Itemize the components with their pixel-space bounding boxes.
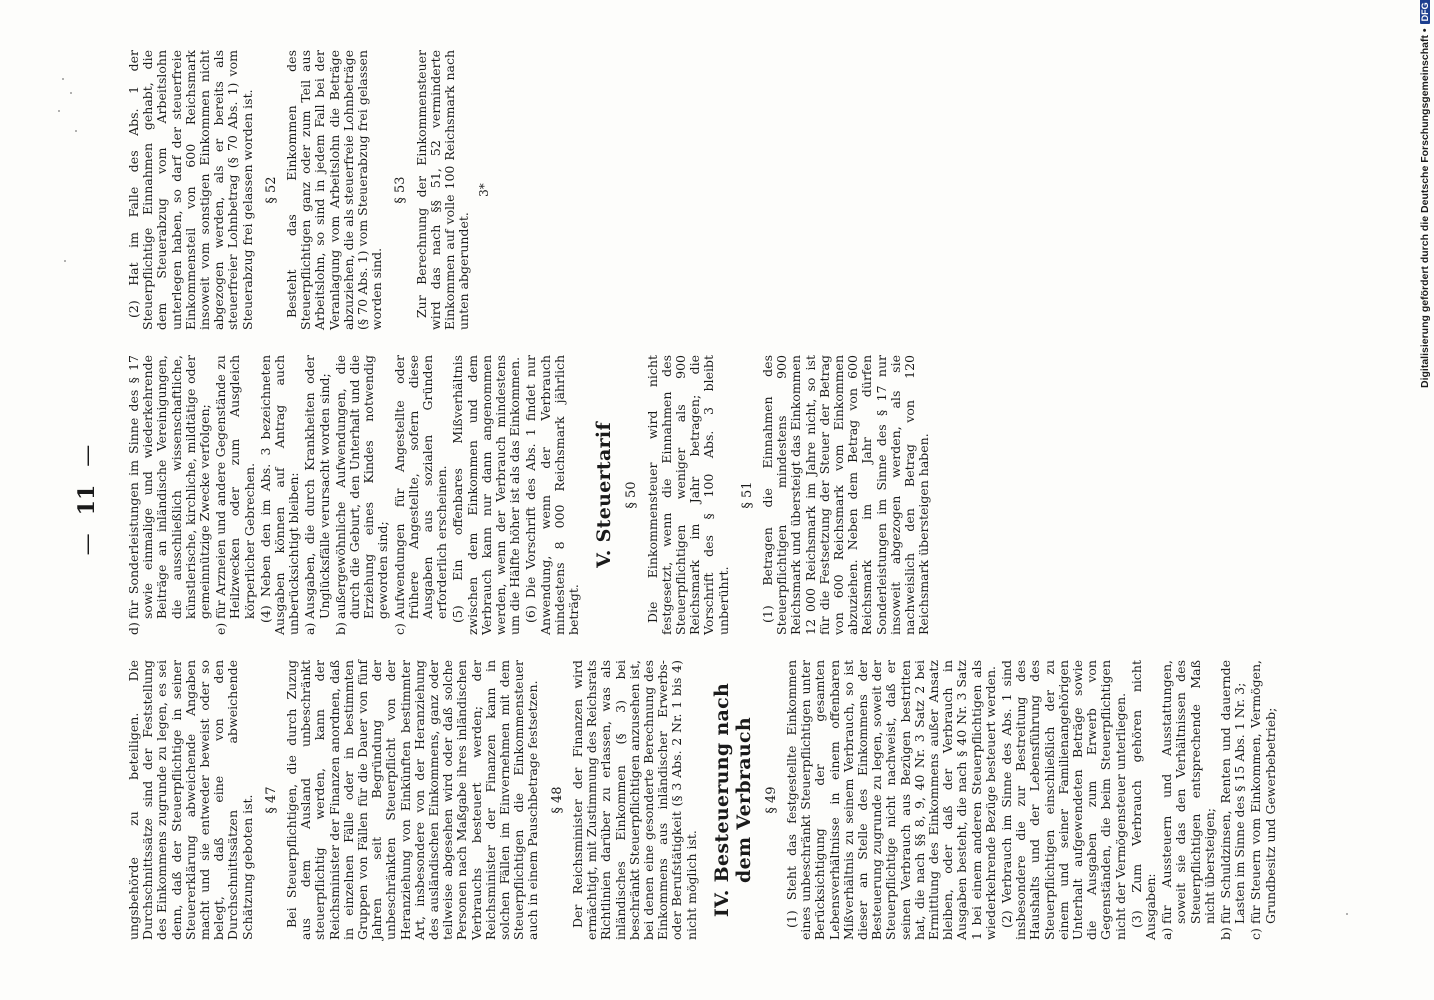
list-marker: b)	[332, 622, 348, 635]
page-header	[67, 40, 107, 960]
list-item	[1219, 660, 1247, 940]
column-right	[127, 50, 492, 330]
paragraph: (4) Neben den im Abs. 3 bezeichneten Ausgaben können auf Antrag auch unberücksichtigt bleiben:	[257, 355, 302, 635]
paragraph: (5) Ein offenbares Mißverhältnis zwischen dem Einkommen und dem Verbrauch kann nur dann angenommen werden, wenn der Verbrauch mindestens um die Hälfte höher ist als das Einkommen.	[450, 355, 523, 635]
paragraph: Besteht das Einkommen des Steuerpflichtigen ganz oder zum Teil aus Arbeitslohn, so sind in jedem Fall bei der Veranlagung vom Arbeitslohn die Beträge abzuziehen, die als steuerfreie Lohnbeträge (§ 70 Abs. 1) vom Steuerabzug frei gelassen worden sind.	[284, 50, 385, 330]
list-marker: a)	[1159, 927, 1175, 940]
list-item-text: Ausgaben, die durch Krankheiten oder Unglücksfälle verursacht worden sind;	[302, 355, 332, 619]
paragraph: (2) Verbrauch im Sinne des Abs. 1 sind insbesondere die zur Bestreitung des Haushalts und der Lebensführung des Steuerpflichtigen einschließlich der zu einem und seiner Familienangehörigen Unterhalt aufgewendeten Beträge sowie die Ausgaben zum Erwerb von Gegenständen, die beim Steuerpflichtigen nicht der Vermögensteuer unterliegen.	[998, 660, 1128, 940]
list-marker: b)	[1218, 927, 1234, 940]
list-marker: c)	[1248, 928, 1264, 940]
list-item-text: für Sonderleistungen im Sinne des § 17 sowie einmalige und wiederkehrende Beiträge an inländische Vereinigungen, die ausschließlich wissenschaftliche, künstlerische, kirchliche, mildtätige oder gemeinnützige Zwecke verfolgen;	[126, 355, 213, 619]
paragraph: Bei Steuerpflichtigen, die durch Zuzug aus dem Ausland unbeschränkt steuerpflichtig werden, kann der Reichsminister der Finanzen anordnen, daß in einzelnen Fälle oder in bestimmten Gruppen von Fällen für die Dauer von fünf Jahren seit Begründung der unbeschränkten Steuerpflicht von der Heranziehung von Einkünften bestimmter Art, insbesondere von der Heranziehung des ausländischen Einkommens, ganz oder teilweise abgesehen wird oder daß solche Personen nach Maßgabe ihres inländischen Verbrauchs besteuert werden; der Reichsminister der Finanzen kann in solchen Fällen im Einvernehmen mit dem Steuerpflichtigen die Einkommensteuer auch in einem Pauschbetrage festsetzen.	[284, 660, 541, 940]
section-heading-47: § 47	[263, 786, 279, 814]
paragraph: (6) Die Vorschrift des Abs. 1 findet nur Anwendung, wenn der Verbrauch mindestens 8 000 Reichsmark jährlich beträgt.	[523, 355, 582, 635]
list-item	[334, 355, 391, 635]
dfg-sidebar	[1416, 2, 1434, 388]
list-item-text: für Steuern vom Einkommen, Vermögen, Grundbesitz und Gewerbebetrieb;	[1248, 660, 1278, 924]
scan-speck	[62, 78, 64, 80]
list-item	[1160, 660, 1217, 940]
paragraph: Zur Berechnung der Einkommensteuer wird das nach §§ 51, 52 verminderte Einkommen auf volle 100 Reichsmark nach unten abgerundet.	[413, 50, 472, 330]
list-item-text: für Arzneien und andere Gegenstände zu Heilzwecken oder zum Ausgleich körperlicher Gebrechen.	[213, 355, 257, 619]
list-marker: e)	[213, 622, 229, 635]
list-item	[214, 355, 257, 635]
list-item	[1249, 660, 1277, 940]
paragraph: Der Reichsminister der Finanzen wird ermächtigt, mit Zustimmung des Reichsrats Richtlinien darüber zu erlassen, was als inländisches Einkommen (§ 3) bei beschränkt Steuerpflichtigen anzusehen ist, bei denen eine gesonderte Berechnung des Einkommens aus inländischer Erwerbs- oder Berufstätigkeit (§ 3 Abs. 2 Nr. 1 bis 4) nicht möglich ist.	[569, 660, 699, 940]
scan-speck	[64, 260, 66, 262]
paragraph: (3) Zum Verbrauch gehören nicht Ausgaben:	[1128, 660, 1158, 940]
paragraph: (1) Betragen die Einnahmen des Steuerpflichtigen mindestens 900 Reichsmark und übersteigt das Einkommen 12 000 Reichsmark im Jahre nicht, so ist für die Festsetzung der Steuer der Betrag von 600 Reichsmark vom Einkommen abzuziehen. Neben dem Betrag von 600 Reichsmark im Jahr dürfen Sonderleistungen im Sinne des § 17 nur insoweit abgezogen werden, als sie nachweislich den Betrag von 120 Reichsmark übersteigen haben.	[759, 355, 932, 635]
list-marker: c)	[391, 623, 407, 635]
chapter-title-iv: IV. Besteuerung nach dem Verbrauch	[710, 682, 755, 918]
section-heading-53: § 53	[393, 176, 409, 204]
dfg-logo: DFG	[1420, 0, 1430, 24]
list-marker: a)	[302, 622, 318, 635]
signature-mark: 3*	[477, 183, 492, 197]
rotated-page-content	[67, 40, 1367, 960]
column-middle	[127, 355, 933, 635]
list-item-text: außergewöhnliche Aufwendungen, die durch die Geburt, den Unterhalt und die Erziehung eines Kindes notwendig geworden sind;	[332, 355, 391, 619]
page-number: 11	[74, 484, 100, 516]
section-heading-50: § 50	[624, 481, 640, 509]
section-heading-48: § 48	[549, 786, 565, 814]
list-item-text: für Aussteuern und Ausstattungen, soweit sie das den Verhältnissen des Steuerpflichtigen entsprechende Maß nicht übersteigen;	[1159, 660, 1217, 924]
column-left	[127, 660, 1280, 940]
chapter-title-v: V. Steuertarif	[593, 422, 616, 568]
header-dash-left: —	[74, 533, 100, 556]
dfg-credit-text: Digitalisierung gefördert durch die Deutsche Forschungsgemeinschaft •	[1419, 28, 1431, 388]
header-dash-right: —	[74, 444, 100, 467]
list-item-text: Aufwendungen für Angestellte oder frühere Angestellte, sofern diese Ausgaben aus sozialen Gründen erforderlich erscheinen.	[391, 355, 450, 619]
paragraph: Die Einkommensteuer wird nicht festgesetzt, wenn die Einnahmen des Steuerpflichtigen weniger als 900 Reichsmark im Jahr betragen; die Vorschrift des § 100 Abs. 3 bleibt unberührt.	[644, 355, 731, 635]
section-heading-51: § 51	[739, 481, 755, 509]
paragraph: (1) Steht das festgestellte Einkommen eines unbeschränkt Steuerpflichtigen unter Berücksichtigung der gesamten Lebensverhältnisse in einem offenbaren Mißverhältnis zu seinem Verbrauch, so ist dieser an Stelle des Einkommens der Besteuerung zugrunde zu legen, soweit der Steuerpflichtige nicht nachweist, daß er seinen Verbrauch aus Bezügen bestritten hat, die nach §§ 8, 9, 40 Nr. 3 Satz 2 bei Ermittlung des Einkommens außer Ansatz bleiben, oder daß der Verbrauch in Ausgaben besteht, die nach § 40 Nr. 3 Satz 1 bei einem anderen Steuerpflichtigen als wiederkehrende Bezüge besteuert werden.	[783, 660, 998, 940]
paragraph: (2) Hat im Falle des Abs. 1 der Steuerpflichtige Einnahmen gehabt, die dem Steuerabzug vom Arbeitslohn unterlegen haben, so darf der steuerfreie Einkommensteil von 600 Reichsmark insoweit vom sonstigen Einkommen nicht abgezogen werden, als er bereits als steuerfreier Lohnbetrag (§ 70 Abs. 1) vom Steuerabzug frei gelassen worden ist.	[126, 50, 255, 330]
section-heading-52: § 52	[263, 176, 279, 204]
list-item	[127, 355, 212, 635]
section-heading-49: § 49	[763, 786, 779, 814]
list-marker: d)	[126, 622, 141, 635]
list-item	[393, 355, 450, 635]
list-item	[303, 355, 331, 635]
list-item-text: für Schuldzinsen, Renten und dauernde Lasten im Sinne des § 15 Abs. 1 Nr. 3;	[1218, 660, 1248, 924]
paragraph: ungsbehörde zu beteiligen. Die Durchschnittssätze sind der Feststellung des Einkommens zugrunde zu legen, es sei denn, daß der Steuerpflichtige in seiner Steuererklärung abweichende Angaben macht und sie entweder beweist oder so belegt, daß eine von den Durchschnittssätzen abweichende Schätzung geboten ist.	[126, 660, 255, 940]
scan-speck	[58, 110, 60, 112]
